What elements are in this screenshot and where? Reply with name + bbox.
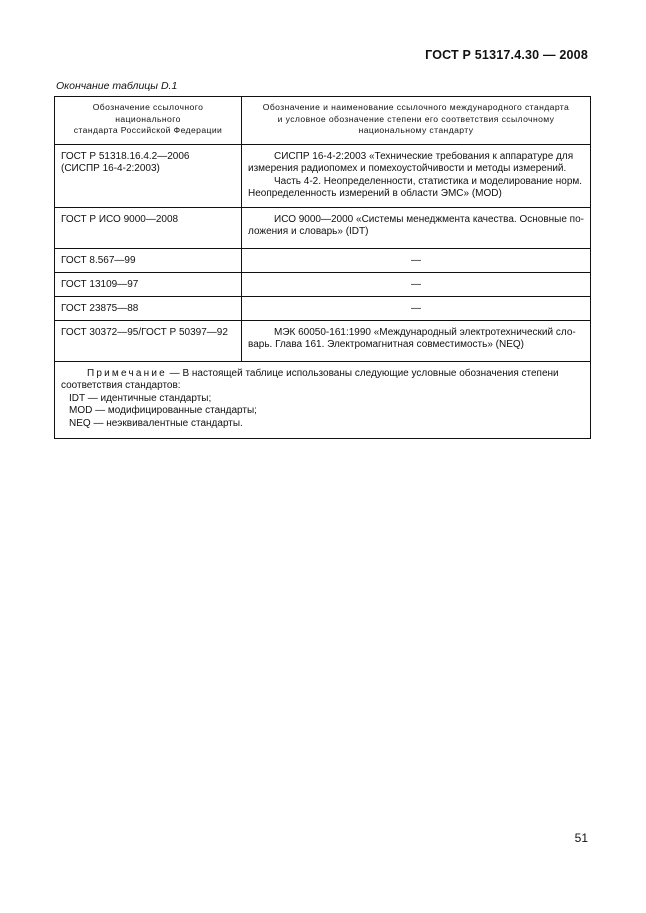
table-note: [55, 362, 591, 439]
column-header-international-standard: Обозначение и наименование ссылочного международного стандарта и условное обозначение степени его соответствия ссылочному национальному стандарту: [242, 97, 591, 145]
note-item-mod: MOD — модифицированные стандарты;: [69, 405, 257, 417]
reference-standards-table: [54, 96, 591, 439]
note-item-neq: NEQ — неэквивалентные стандарты.: [69, 417, 243, 429]
international-standard-cell: СИСПР 16-4-2:2003 «Технические требования к аппаратуре для измерения радиопомех и помехоустойчивости и методы измерений. Часть 4-2. Неопределенности, статистика и моделирование норм. Неопределенность измерений в области ЭМС» (MOD): [242, 145, 591, 208]
national-standard-cell: ГОСТ 8.567—99: [55, 249, 242, 273]
note-title: Примечание: [87, 368, 167, 379]
column-header-national-standard: Обозначение ссылочного национального стандарта Российской Федерации: [55, 97, 242, 145]
national-standard-cell: ГОСТ 13109—97: [55, 273, 242, 297]
table-caption: Окончание таблицы D.1: [56, 80, 178, 92]
note-text-continued: соответствия стандартов:: [61, 380, 181, 392]
table-row: [55, 249, 591, 273]
table-row: [55, 208, 591, 249]
page-number: 51: [574, 831, 588, 845]
table-row: [55, 145, 591, 208]
table-header-row: [55, 97, 591, 145]
note-text: — В настоящей таблице использованы следующие условные обозначения степени: [169, 368, 559, 379]
national-standard-cell: ГОСТ Р ИСО 9000—2008: [55, 208, 242, 249]
table-row: [55, 273, 591, 297]
international-standard-cell: МЭК 60050-161:1990 «Международный электротехнический сло- варь. Глава 161. Электромагнитная совместимость» (NEQ): [242, 321, 591, 362]
international-standard-cell: ИСО 9000—2000 «Системы менеджмента качества. Основные по- ложения и словарь» (IDT): [242, 208, 591, 249]
national-standard-cell: ГОСТ Р 51318.16.4.2—2006 (СИСПР 16-4-2:2003): [55, 145, 242, 208]
table-row: [55, 321, 591, 362]
table-row: [55, 297, 591, 321]
document-header: ГОСТ Р 51317.4.30 — 2008: [425, 48, 588, 62]
national-standard-cell: ГОСТ 30372—95/ГОСТ Р 50397—92: [55, 321, 242, 362]
note-item-idt: IDT — идентичные стандарты;: [69, 392, 212, 404]
international-standard-cell: —: [242, 297, 591, 321]
international-standard-cell: —: [242, 249, 591, 273]
national-standard-cell: ГОСТ 23875—88: [55, 297, 242, 321]
international-standard-cell: —: [242, 273, 591, 297]
table-note-row: [55, 362, 591, 439]
